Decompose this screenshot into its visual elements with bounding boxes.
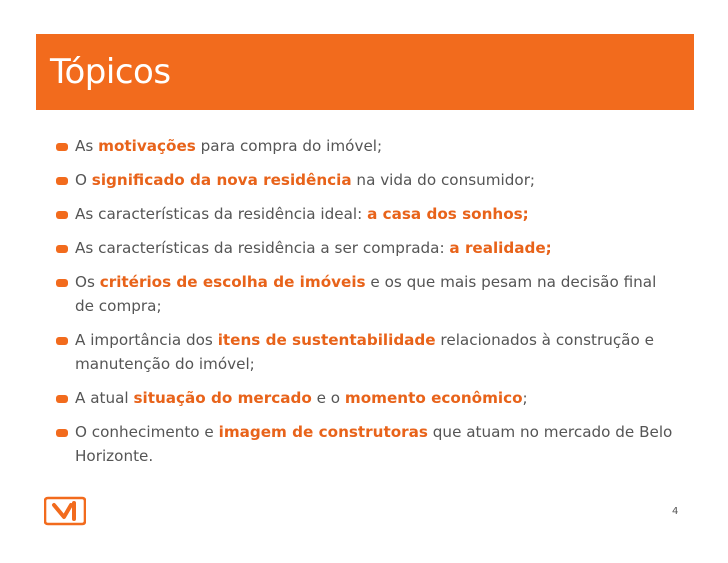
- topic-text: que atuam no mercado de Belo Horizonte.: [75, 423, 673, 465]
- highlighted-text: a casa dos sonhos;: [367, 205, 529, 223]
- topic-item: [56, 328, 678, 376]
- topic-text: As: [75, 137, 99, 155]
- bullet-marker-icon: [56, 211, 68, 219]
- topic-text: para compra do imóvel;: [195, 137, 383, 155]
- highlighted-text: critérios de escolha de imóveis: [99, 273, 366, 291]
- topic-item: [56, 236, 678, 260]
- highlighted-text: imagem de construtoras: [218, 423, 428, 441]
- topic-item: [56, 270, 678, 318]
- highlighted-text: itens de sustentabilidade: [217, 331, 436, 349]
- topic-text: As características da residência a ser comprada:: [75, 239, 450, 257]
- topic-text: Os: [75, 273, 100, 291]
- topic-item: [56, 134, 678, 158]
- bullet-marker-icon: [56, 143, 68, 151]
- bullet-marker-icon: [56, 245, 68, 253]
- bullet-marker-icon: [56, 337, 68, 345]
- topic-text: ;: [522, 389, 528, 407]
- topic-text: O conhecimento e: [75, 423, 219, 441]
- highlighted-text: a realidade;: [449, 239, 552, 257]
- page-number: 4: [672, 506, 679, 517]
- bullet-marker-icon: [56, 279, 68, 287]
- topic-text: relacionados à construção e manutenção do imóvel;: [75, 331, 654, 373]
- topic-list: [56, 134, 678, 478]
- topic-item: [56, 420, 678, 468]
- topic-text: e o: [311, 389, 345, 407]
- bullet-marker-icon: [56, 177, 68, 185]
- highlighted-text: significado da nova residência: [91, 171, 352, 189]
- topic-item: [56, 168, 678, 192]
- bullet-marker-icon: [56, 395, 68, 403]
- topic-text: O: [75, 171, 92, 189]
- topic-text: e os que mais pesam na decisão final de compra;: [75, 273, 657, 315]
- highlighted-text: momento econômico: [344, 389, 523, 407]
- highlighted-text: motivações: [98, 137, 196, 155]
- topic-item: [56, 386, 678, 410]
- title-bar: [36, 34, 694, 110]
- slide-title: Tópicos: [50, 52, 171, 92]
- topic-text: A importância dos: [75, 331, 218, 349]
- highlighted-text: situação do mercado: [133, 389, 312, 407]
- topic-item: [56, 202, 678, 226]
- bullet-marker-icon: [56, 429, 68, 437]
- topic-text: na vida do consumidor;: [351, 171, 536, 189]
- topic-text: As características da residência ideal:: [75, 205, 368, 223]
- topic-text: A atual: [75, 389, 134, 407]
- company-logo-icon: [44, 495, 86, 527]
